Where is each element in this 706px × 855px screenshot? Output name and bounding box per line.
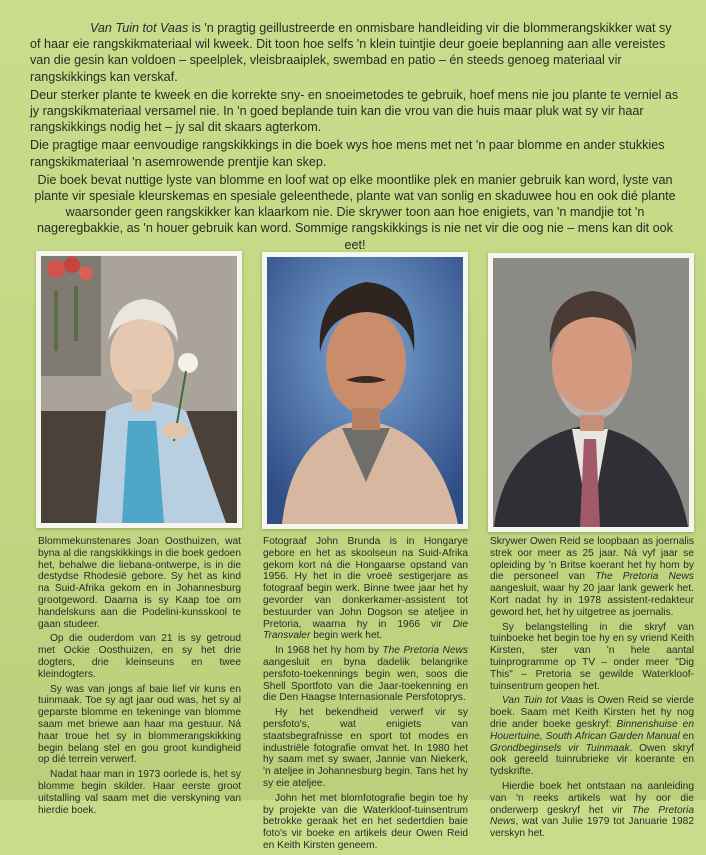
bio-paragraph: Op die ouderdom van 21 is sy getroud met Ockie Oosthuizen, en sy het drie dogters, drie kleinseuns en twee kleindogters. (38, 633, 241, 680)
bio-flower-artist (38, 536, 241, 819)
bio-paragraph: Nadat haar man in 1973 oorlede is, het sy blomme begin skilder. Haar eerste groot uitstalling val saam met die verskyning van hierdie boek. (38, 769, 241, 816)
portrait-man-image (262, 252, 468, 529)
bio-paragraph: Sy belangstelling in die skryf van tuinboeke het begin toe hy en sy vriend Keith Kirsten, ster van 'n hele aantal tuinprogramme op TV – onder meer "Dig This" – Pretoria se gewilde Waterkloof-tuinsentrum geopen het. (490, 621, 694, 692)
photo-photographer (262, 252, 468, 529)
intro-paragraph-3: Die pragtige maar eenvoudige rangskikkings in die boek wys hoe mens met net 'n paar blomme en ander stukkies rangskikmateriaal 'n asemrowende prentjie kan skep. (30, 138, 665, 169)
bio-photographer (263, 536, 468, 855)
bio-paragraph: Blommekunstenares Joan Oosthuizen, wat byna al die rangskikkings in die boek gedoen het, behalwe die liebana-ontwerpe, is in die destydse Rhodesië gebore. Sy het as kind na Suid-Afrika gekom en in Johannesburg grootgeword. Daarna is sy Kaap toe om handelskuns aan die Podelini-kunsskool te gaan studeer. (38, 536, 241, 630)
intro-paragraph-1: Van Tuin tot Vaas is 'n pragtig geillustreerde en onmisbare handleiding vir die blommerangskikker wat sy of haar eie rangskikmateriaal wil kweek. Dit toon hoe selfs 'n klein tuintjie deur goeie beplanning aan alle vereistes van die gesin kan voldoen – speelplek, vleisbraaiplek, swembad en patio – én steeds genoeg materiaal vir rangskikkings kan verskaf. (30, 21, 672, 84)
bio-paragraph: John het met blomfotografie begin toe hy by projekte van die Waterkloof-tuinsentrum betrokke geraak het en het sedertdien baie foto's vir boeke en artikels deur Owen Reid en Keith Kirsten geneem. (263, 792, 468, 851)
bio-paragraph: Skrywer Owen Reid se loopbaan as joernalis strek oor meer as 25 jaar. Ná vyf jaar se opleiding by 'n Britse koerant het hy hom by die personeel van The Pretoria News aangesluit, waar hy 20 jaar lank gewerk het. Kort nadat hy in 1978 assistent-redakteur geword het, het hy uitgetree as joernalis. (490, 536, 694, 618)
photo-writer (488, 253, 694, 532)
intro-paragraph-4: Die boek bevat nuttige lyste van blomme en loof wat op elke moontlike plek en manier gebruik kan word, lyste van plante vir spesiale kleurskemas en spesiale geleenthede, plante wat van sonlig en skaduwee hou en ook dié plante waarsonder geen rangskikker kan klaarkom nie. Die skrywer toon aan hoe enigiets, van 'n mandjie tot 'n nageregbakkie, as 'n houer gebruik kan word. Sommige rangskikkings is nie net vir die oog nie – mens kan dit ook eet! (34, 172, 676, 252)
bio-paragraph: Hierdie boek het ontstaan na aanleiding van 'n reeks artikels wat hy oor die onderwerp geskryf het vir The Pretoria News, wat van Julie 1979 tot Januarie 1982 verskyn het. (490, 780, 694, 840)
bio-paragraph: Van Tuin tot Vaas is Owen Reid se vierde boek. Saam met Keith Kirsten het hy nog drie ander boeke geskryf: Binnenshuise en Houertuine, South African Garden Manual en Grondbeginsels vir Tuinmaak. Owen skryf ook gereeld tuinrubrieke vir koerante en tydskrifte. (490, 695, 694, 778)
portrait-woman-image (36, 251, 242, 528)
intro-text (30, 20, 680, 255)
intro-paragraph-2: Deur sterker plante te kweek en die korrekte sny- en snoeimetodes te gebruik, hoef mens nie jou plante te verniel as jy rangskikmateriaal versamel nie. In 'n goed beplande tuin kan die vrou van die huis maar pluk wat sy vir haar rangskikkings nodig het – jy sal dit skaars agterkom. (30, 87, 679, 135)
bio-paragraph: Fotograaf John Brunda is in Hongarye gebore en het as skoolseun na Suid-Afrika gekom kort ná die Hongaarse opstand van 1956. Hy het in die vroeë sestigerjare as fotograaf begin werk. Binne twee jaar het hy gevorder van donkerkamer-assistent tot bestuurder van John Dogson se ateljee in Pretoria, waarna hy in 1966 vir Die Transvaler begin werk het. (263, 536, 468, 642)
book-title: Van Tuin tot Vaas (90, 21, 189, 35)
bio-paragraph: In 1968 het hy hom by The Pretoria News aangesluit en byna dadelik belangrike persfoto-toekennings begin wen, soos die Shell Sportfoto van die Jaar-toekenning en die Den Haagse Internasionale Persfotoprys. (263, 645, 468, 704)
bio-writer (490, 536, 694, 843)
bio-paragraph: Hy het bekendheid verwerf vir sy persfoto's, wat enigiets van staatsbegrafnisse en sport tot modes en industriële fotografie omvat het. In 1980 het hy saam met sy swaer, Jannie van Niekerk, 'n ateljee in Johannesburg begin. Tans het hy sy eie ateljee. (263, 707, 468, 789)
bio-paragraph: Sy was van jongs af baie lief vir kuns en tuinmaak. Toe sy agt jaar oud was, het sy al geparste blomme en tekeninge van blomme saam met briewe aan haar ma gestuur. Ná haar troue het sy in blommerangskikking begin belang stel en gou groot kundigheid op dié terrein verwerf. (38, 683, 241, 766)
portrait-writer-image (488, 253, 694, 532)
photo-flower-artist (36, 251, 242, 528)
